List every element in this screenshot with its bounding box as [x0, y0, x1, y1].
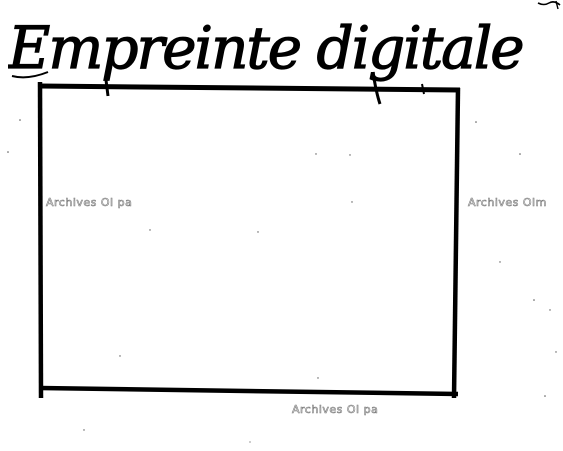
heading-text: Empreinte digitale [8, 14, 523, 82]
fingerprint-box [30, 74, 470, 408]
watermark-right: Archives Olm [468, 196, 547, 209]
box-right-edge [454, 88, 458, 398]
box-bottom-edge [40, 388, 458, 394]
watermark-left: Archives Ol pa [46, 196, 133, 209]
box-top-tick-right [422, 84, 424, 94]
box-top-tick [106, 80, 108, 96]
box-left-edge [40, 82, 41, 398]
watermark-bottom: Archives Ol pa [292, 403, 379, 416]
corner-handwriting-fragment [536, 0, 563, 12]
box-top-edge [40, 86, 460, 90]
